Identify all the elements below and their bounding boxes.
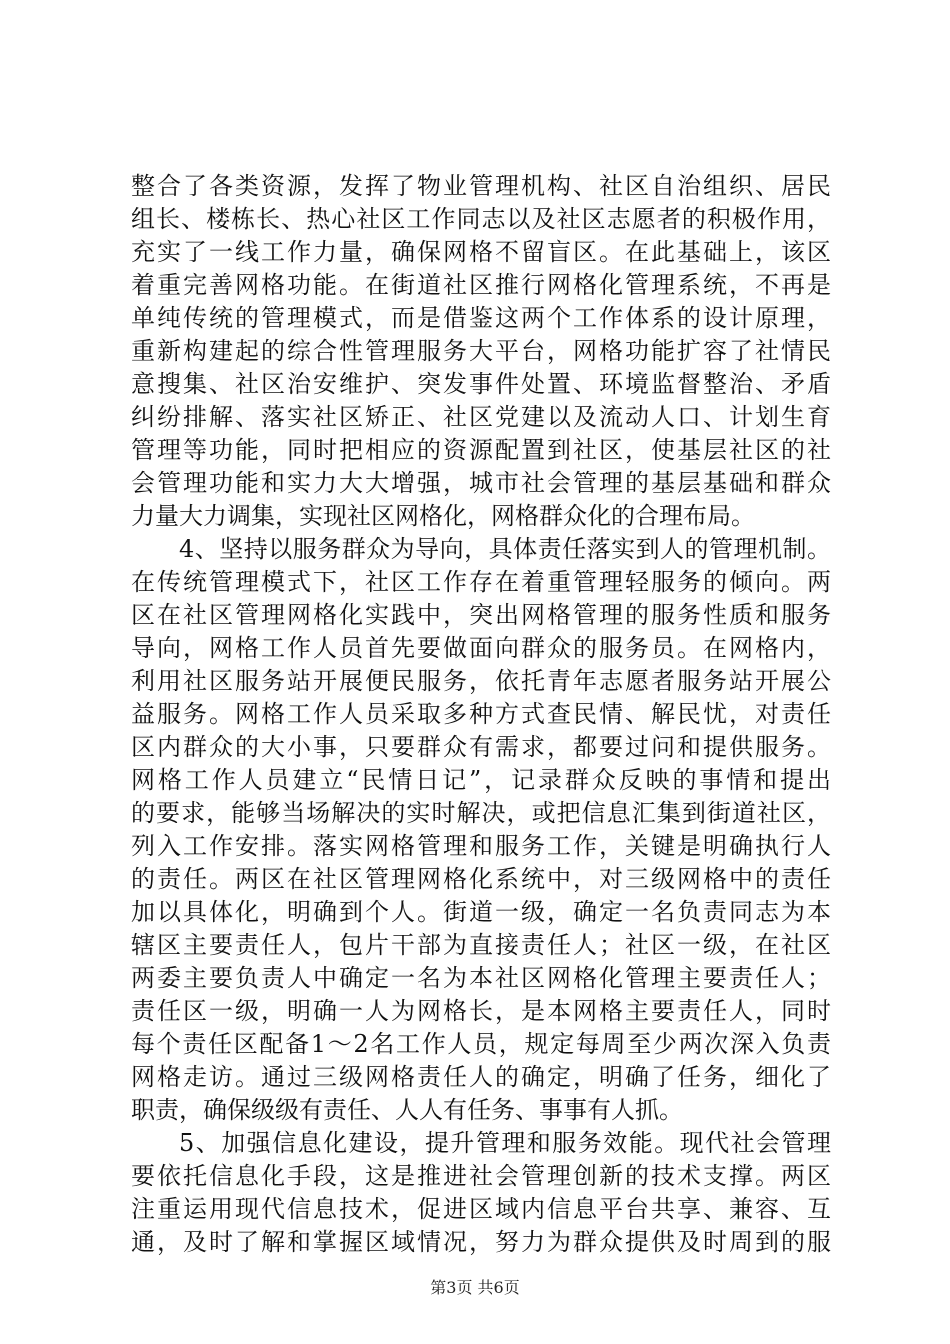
paragraph-3 — [131, 1127, 831, 1259]
text-line: 列入工作安排。落实网格管理和服务工作，关键是明确执行人 — [131, 832, 831, 860]
text-line: 在传统管理模式下，社区工作存在着重管理轻服务的倾向。两 — [131, 568, 831, 596]
text-line: 力量大力调集，实现社区网格化，网格群众化的合理布局。 — [131, 502, 755, 530]
text-line: 的要求，能够当场解决的实时解决，或把信息汇集到街道社区， — [131, 799, 831, 827]
text-line: 4、坚持以服务群众为导向，具体责任落实到人的管理机制。 — [179, 535, 831, 563]
text-line: 意搜集、社区治安维护、突发事件处置、环境监督整治、矛盾 — [131, 370, 831, 398]
text-line: 充实了一线工作力量，确保网格不留盲区。在此基础上，该区 — [131, 238, 831, 266]
text-line: 每个责任区配备1～2名工作人员，规定每周至少两次深入负责 — [131, 1030, 831, 1058]
text-line: 益服务。网格工作人员采取多种方式查民情、解民忧，对责任 — [131, 700, 831, 728]
text-line: 责任区一级，明确一人为网格长，是本网格主要责任人，同时 — [131, 997, 831, 1025]
text-line: 网格工作人员建立“民情日记”，记录群众反映的事情和提出 — [131, 766, 831, 794]
text-line: 要依托信息化手段，这是推进社会管理创新的技术支撑。两区 — [131, 1162, 831, 1190]
text-line: 管理等功能，同时把相应的资源配置到社区，使基层社区的社 — [131, 436, 831, 464]
text-line: 两委主要负责人中确定一名为本社区网格化管理主要责任人； — [131, 964, 831, 992]
page-footer — [0, 1278, 950, 1298]
paragraph-2 — [131, 533, 831, 1127]
text-line: 辖区主要责任人，包片干部为直接责任人；社区一级，在社区 — [131, 931, 831, 959]
text-line: 区内群众的大小事，只要群众有需求，都要过问和提供服务。 — [131, 733, 831, 761]
text-line: 通，及时了解和掌握区域情况，努力为群众提供及时周到的服 — [131, 1228, 831, 1256]
document-body — [131, 170, 831, 1259]
text-line: 导向，网格工作人员首先要做面向群众的服务员。在网格内， — [131, 634, 831, 662]
text-line: 纠纷排解、落实社区矫正、社区党建以及流动人口、计划生育 — [131, 403, 831, 431]
text-line: 着重完善网格功能。在街道社区推行网格化管理系统，不再是 — [131, 271, 831, 299]
text-line: 利用社区服务站开展便民服务，依托青年志愿者服务站开展公 — [131, 667, 831, 695]
text-line: 的责任。两区在社区管理网格化系统中，对三级网格中的责任 — [131, 865, 831, 893]
text-line: 组长、楼栋长、热心社区工作同志以及社区志愿者的积极作用， — [131, 205, 831, 233]
page-number-label: 第3页 共6页 — [430, 1278, 520, 1297]
paragraph-1 — [131, 170, 831, 533]
text-line: 会管理功能和实力大大增强，城市社会管理的基层基础和群众 — [131, 469, 831, 497]
text-line: 5、加强信息化建设，提升管理和服务效能。现代社会管理 — [179, 1129, 831, 1157]
text-line: 区在社区管理网格化实践中，突出网格管理的服务性质和服务 — [131, 601, 831, 629]
text-line: 整合了各类资源，发挥了物业管理机构、社区自治组织、居民 — [131, 172, 831, 200]
text-line: 加以具体化，明确到个人。街道一级，确定一名负责同志为本 — [131, 898, 831, 926]
text-line: 单纯传统的管理模式，而是借鉴这两个工作体系的设计原理， — [131, 304, 831, 332]
text-line: 注重运用现代信息技术，促进区域内信息平台共享、兼容、互 — [131, 1195, 831, 1223]
text-line: 重新构建起的综合性管理服务大平台，网格功能扩容了社情民 — [131, 337, 831, 365]
text-line: 职责，确保级级有责任、人人有任务、事事有人抓。 — [131, 1096, 683, 1124]
text-line: 网格走访。通过三级网格责任人的确定，明确了任务，细化了 — [131, 1063, 831, 1091]
